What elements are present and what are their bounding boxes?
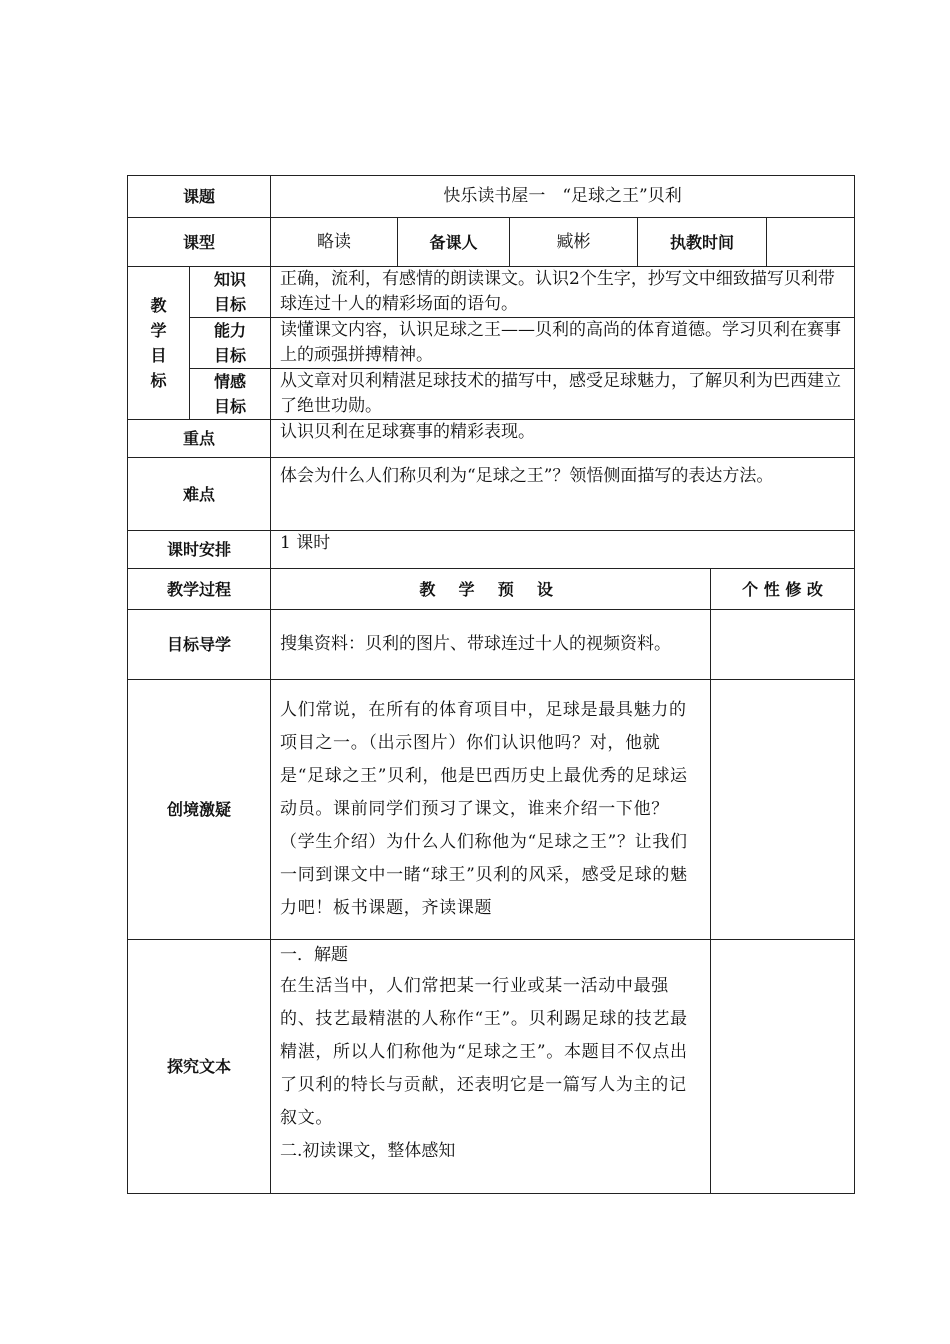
schedule-label: 课时安排 bbox=[128, 531, 271, 569]
title-row bbox=[128, 176, 855, 218]
teaching-time-label: 执教时间 bbox=[638, 218, 767, 267]
step-heading: 二.初读课文，整体感知 bbox=[280, 1141, 456, 1161]
step-label: 目标导学 bbox=[128, 610, 271, 680]
key-point-label: 重点 bbox=[128, 420, 271, 458]
type-row bbox=[128, 218, 855, 267]
design-header: 教 学 预 设 bbox=[271, 569, 711, 610]
teaching-goals-label: 教 学 目 标 bbox=[128, 267, 190, 420]
emotion-goal-label: 情感 目标 bbox=[190, 369, 271, 420]
emotion-goal-text: 从文章对贝利精湛足球技术的描写中，感受足球魅力，了解贝利为巴西建立了绝世功勋。 bbox=[271, 369, 855, 420]
step-row bbox=[128, 610, 855, 680]
title-label: 课题 bbox=[128, 176, 271, 218]
ability-goal-row bbox=[128, 318, 855, 369]
knowledge-goal-label: 知识 目标 bbox=[190, 267, 271, 318]
type-label: 课型 bbox=[128, 218, 271, 267]
revision-cell bbox=[711, 610, 855, 680]
difficulty-text: 体会为什么人们称贝利为“足球之王”？领悟侧面描写的表达方法。 bbox=[271, 458, 855, 531]
preparer-value: 臧彬 bbox=[510, 218, 638, 267]
knowledge-goal-text: 正确，流利，有感情的朗读课文。认识2个生字，抄写文中细致描写贝利带球连过十人的精彩场面的语句。 bbox=[271, 267, 855, 318]
ability-goal-label: 能力 目标 bbox=[190, 318, 271, 369]
difficulty-label: 难点 bbox=[128, 458, 271, 531]
ability-goal-text: 读懂课文内容，认识足球之王——贝利的高尚的体育道德。学习贝利在赛事上的顽强拼搏精神。 bbox=[271, 318, 855, 369]
schedule-row bbox=[128, 531, 855, 569]
teaching-time-value bbox=[767, 218, 855, 267]
revision-cell bbox=[711, 940, 855, 1194]
schedule-text: 1 课时 bbox=[271, 531, 855, 569]
step-text: 人们常说，在所有的体育项目中，足球是最具魅力的项目之一。（出示图片）你们认识他吗？对，他就是“足球之王”贝利，他是巴西历史上最优秀的足球运动员。课前同学们预习了课文，谁来介绍一下他？（学生介绍）为什么人们称他为“足球之王”？让我们一同到课文中一睹“球王”贝利的风采，感受足球的魅力吧！板书课题，齐读课题 bbox=[271, 680, 711, 940]
type-value: 略读 bbox=[271, 218, 398, 267]
step-label: 创境激疑 bbox=[128, 680, 271, 940]
knowledge-goal-row bbox=[128, 267, 855, 318]
title-value: 快乐读书屋一 “足球之王”贝利 bbox=[271, 176, 855, 218]
step-row bbox=[128, 680, 855, 940]
process-label: 教学过程 bbox=[128, 569, 271, 610]
step-row bbox=[128, 940, 855, 1194]
step-text: 搜集资料：贝利的图片、带球连过十人的视频资料。 bbox=[271, 610, 711, 680]
process-header-row bbox=[128, 569, 855, 610]
step-body bbox=[271, 940, 711, 1194]
key-point-row bbox=[128, 420, 855, 458]
step-text: 在生活当中，人们常把某一行业或某一活动中最强的、技艺最精湛的人称作“王”。贝利踢足球的技艺最精湛，所以人们称他为“足球之王”。本题目不仅点出了贝利的特长与贡献，还表明它是一篇写人为主的记叙文。 bbox=[280, 976, 688, 1128]
preparer-label: 备课人 bbox=[398, 218, 510, 267]
step-heading: 一．解题 bbox=[280, 945, 349, 965]
revision-cell bbox=[711, 680, 855, 940]
step-label: 探究文本 bbox=[128, 940, 271, 1194]
key-point-text: 认识贝利在足球赛事的精彩表现。 bbox=[271, 420, 855, 458]
lesson-plan-sheet bbox=[127, 175, 854, 1194]
revision-header: 个 性 修 改 bbox=[711, 569, 855, 610]
emotion-goal-row bbox=[128, 369, 855, 420]
difficulty-row bbox=[128, 458, 855, 531]
lesson-plan-table bbox=[127, 175, 855, 1194]
